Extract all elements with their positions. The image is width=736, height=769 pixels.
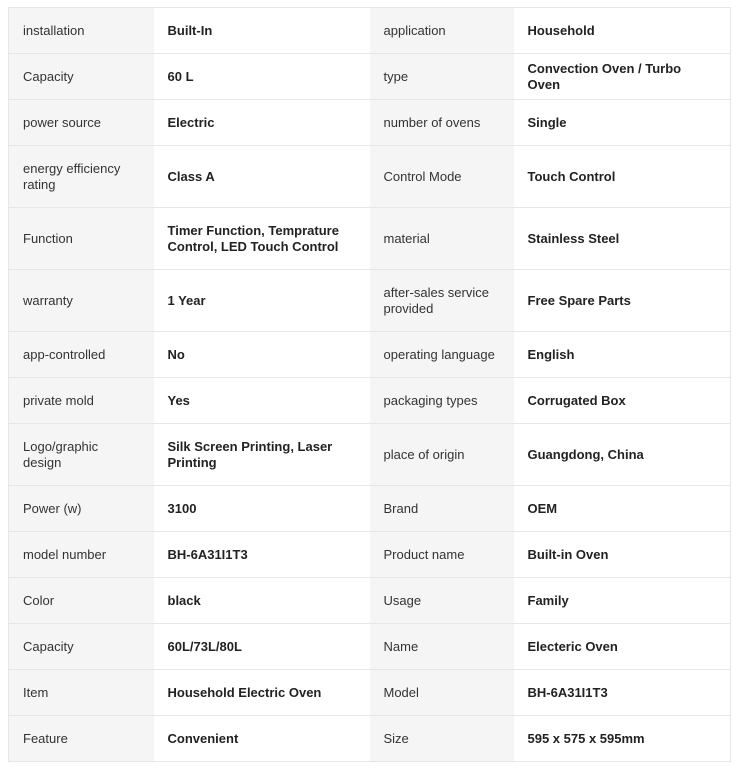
spec-label: energy efficiency rating xyxy=(9,146,154,208)
spec-value: Class A xyxy=(154,146,370,208)
spec-value: 3100 xyxy=(154,486,370,532)
spec-value: black xyxy=(154,578,370,624)
spec-value: Convenient xyxy=(154,716,370,762)
spec-value: 595 x 575 x 595mm xyxy=(514,716,731,762)
table-row xyxy=(9,486,731,532)
table-row xyxy=(9,332,731,378)
spec-value: Built-In xyxy=(154,8,370,54)
spec-value: Yes xyxy=(154,378,370,424)
spec-value: Single xyxy=(514,100,731,146)
table-row xyxy=(9,670,731,716)
spec-value: Electeric Oven xyxy=(514,624,731,670)
spec-label: Logo/graphic design xyxy=(9,424,154,486)
spec-label: Item xyxy=(9,670,154,716)
spec-value: Touch Control xyxy=(514,146,731,208)
spec-value: Convection Oven / Turbo Oven xyxy=(514,54,731,100)
spec-value: OEM xyxy=(514,486,731,532)
spec-value: Household Electric Oven xyxy=(154,670,370,716)
spec-label: number of ovens xyxy=(370,100,514,146)
spec-value: No xyxy=(154,332,370,378)
spec-label: Control Mode xyxy=(370,146,514,208)
table-row xyxy=(9,378,731,424)
spec-label: Product name xyxy=(370,532,514,578)
spec-value: 1 Year xyxy=(154,270,370,332)
spec-label: private mold xyxy=(9,378,154,424)
spec-label: after-sales service provided xyxy=(370,270,514,332)
spec-label: Name xyxy=(370,624,514,670)
spec-value: Household xyxy=(514,8,731,54)
spec-value: Timer Function, Temprature Control, LED Touch Control xyxy=(154,208,370,270)
table-row xyxy=(9,578,731,624)
table-row xyxy=(9,424,731,486)
spec-label: Size xyxy=(370,716,514,762)
spec-value: Built-in Oven xyxy=(514,532,731,578)
table-row xyxy=(9,54,731,100)
product-specification-table xyxy=(8,7,731,762)
spec-label: application xyxy=(370,8,514,54)
spec-value: Guangdong, China xyxy=(514,424,731,486)
spec-value: Corrugated Box xyxy=(514,378,731,424)
spec-value: BH-6A31I1T3 xyxy=(154,532,370,578)
spec-value: Silk Screen Printing, Laser Printing xyxy=(154,424,370,486)
table-row xyxy=(9,208,731,270)
spec-label: operating language xyxy=(370,332,514,378)
spec-label: material xyxy=(370,208,514,270)
spec-label: Brand xyxy=(370,486,514,532)
spec-value: Stainless Steel xyxy=(514,208,731,270)
spec-label: Capacity xyxy=(9,54,154,100)
spec-label: Color xyxy=(9,578,154,624)
spec-label: Model xyxy=(370,670,514,716)
spec-label: packaging types xyxy=(370,378,514,424)
table-row xyxy=(9,146,731,208)
table-row xyxy=(9,270,731,332)
spec-label: Function xyxy=(9,208,154,270)
table-row xyxy=(9,100,731,146)
table-row xyxy=(9,716,731,762)
spec-label: Feature xyxy=(9,716,154,762)
table-row xyxy=(9,532,731,578)
spec-value: BH-6A31I1T3 xyxy=(514,670,731,716)
spec-label: type xyxy=(370,54,514,100)
spec-label: app-controlled xyxy=(9,332,154,378)
spec-value: Free Spare Parts xyxy=(514,270,731,332)
spec-label: power source xyxy=(9,100,154,146)
spec-value: Family xyxy=(514,578,731,624)
spec-label: Capacity xyxy=(9,624,154,670)
spec-value: English xyxy=(514,332,731,378)
spec-label: installation xyxy=(9,8,154,54)
table-row xyxy=(9,8,731,54)
spec-label: warranty xyxy=(9,270,154,332)
spec-value: 60L/73L/80L xyxy=(154,624,370,670)
spec-label: Power (w) xyxy=(9,486,154,532)
table-row xyxy=(9,624,731,670)
spec-value: Electric xyxy=(154,100,370,146)
spec-label: place of origin xyxy=(370,424,514,486)
spec-value: 60 L xyxy=(154,54,370,100)
spec-label: model number xyxy=(9,532,154,578)
spec-label: Usage xyxy=(370,578,514,624)
